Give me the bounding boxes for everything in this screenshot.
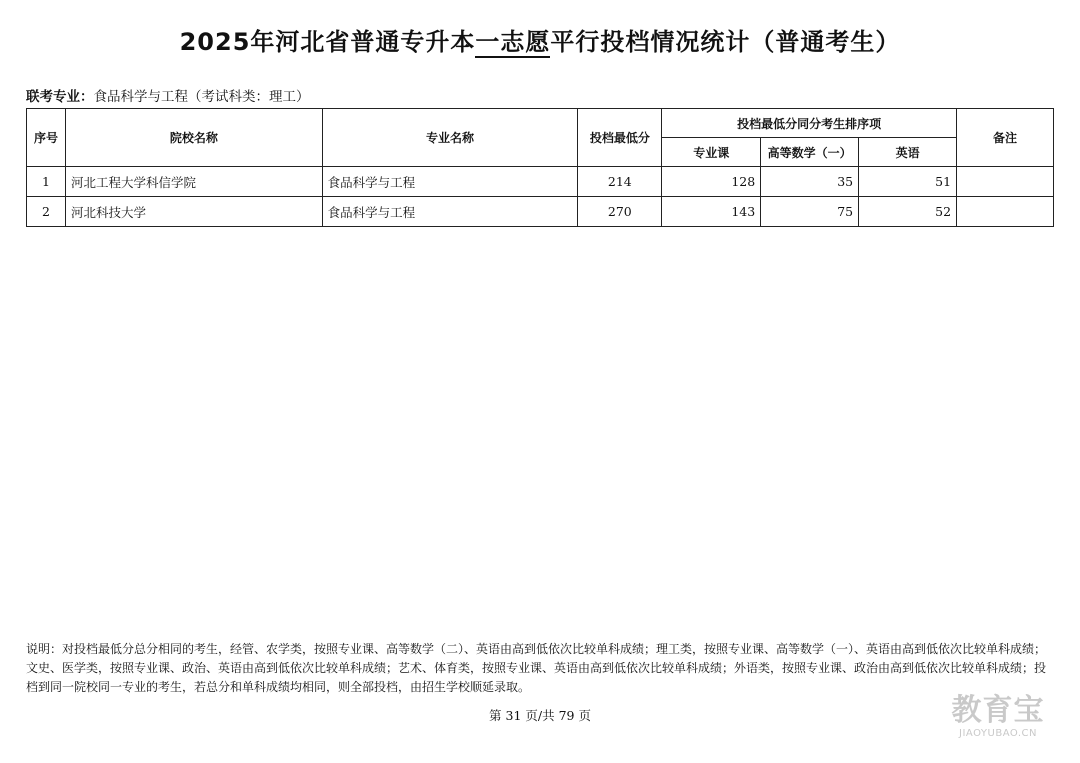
cell-math: 35 [761,167,859,197]
header-professional: 专业课 [662,138,761,167]
watermark-logo [938,694,1058,739]
header-remark: 备注 [957,109,1054,167]
subject-label: 联考专业： [26,89,94,105]
header-index: 序号 [27,109,66,167]
cell-min-score: 270 [578,197,662,227]
table-row [27,167,1054,197]
header-tiebreak-group: 投档最低分同分考生排序项 [662,109,957,138]
header-min-score: 投档最低分 [578,109,662,167]
header-school: 院校名称 [65,109,322,167]
cell-english: 52 [859,197,957,227]
cell-major: 食品科学与工程 [322,167,578,197]
cell-index: 2 [27,197,66,227]
cell-school: 河北工程大学科信学院 [65,167,322,197]
header-major: 专业名称 [322,109,578,167]
subject-value: 食品科学与工程（考试科类：理工） [93,89,310,105]
cell-remark [957,197,1054,227]
watermark-main: 教育宝 [951,693,1045,728]
cell-professional: 128 [662,167,761,197]
cell-remark [957,167,1054,197]
cell-professional: 143 [662,197,761,227]
title-suffix: 平行投档情况统计（普通考生） [550,28,901,56]
header-math: 高等数学（一） [761,138,859,167]
explanation-note: 说明：对投档最低分总分相同的考生，经管、农学类，按照专业课、高等数学（二）、英语由高到低依次比较单科成绩；理工类，按照专业课、高等数学（一）、英语由高到低依次比较单科成绩；文史、医学类，按照专业课、政治、英语由高到低依次比较单科成绩；艺术、体育类，按照专业课、英语由高到低依次比较单科成绩；外语类，按照专业课、政治由高到低依次比较单科成绩；投档到同一院校同一专业的考生，若总分和单科成绩均相同，则全部投档，由招生学校顺延录取。 [26,642,1047,694]
title-prefix: 2025年河北省普通专升本 [179,28,476,56]
exam-subject [26,85,310,105]
cell-min-score: 214 [578,167,662,197]
page-title [0,22,1080,57]
cell-math: 75 [761,197,859,227]
cell-index: 1 [27,167,66,197]
title-underlined: 一志愿 [475,28,551,56]
table-row [27,197,1054,227]
cell-school: 河北科技大学 [65,197,322,227]
cell-major: 食品科学与工程 [322,197,578,227]
watermark-sub: JIAOYUBAO.CN [959,728,1037,739]
page-number: 第 31 页/共 79 页 [489,708,591,723]
admission-table [26,108,1054,227]
cell-english: 51 [859,167,957,197]
header-english: 英语 [859,138,957,167]
